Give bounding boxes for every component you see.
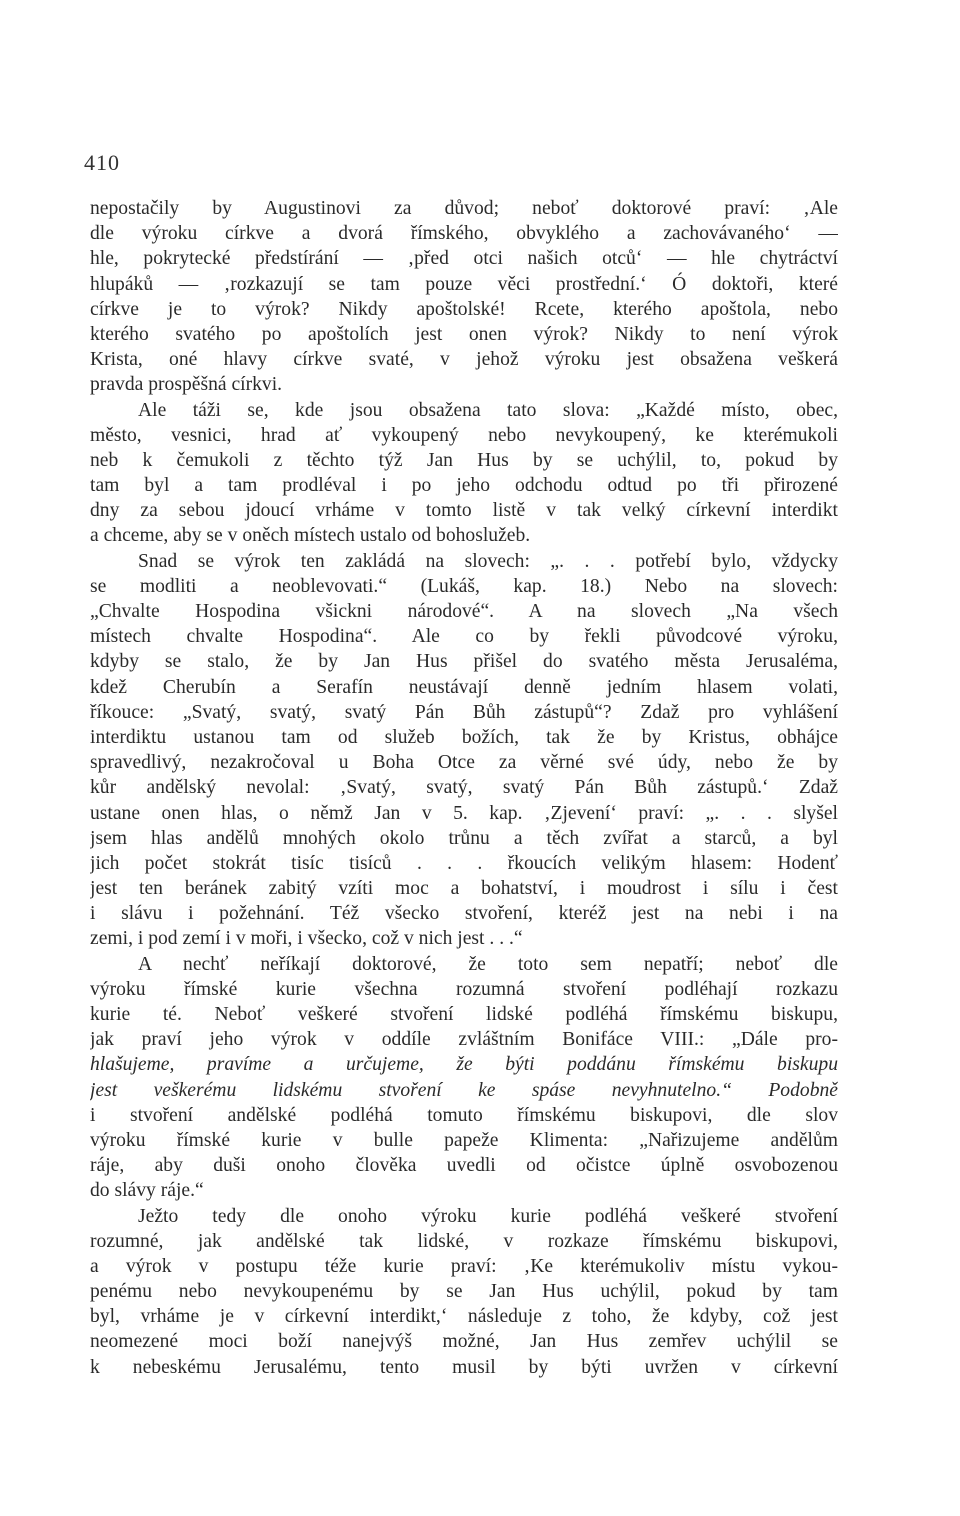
text-line: k nebeskému Jerusalému, tento musil by býti uvržen v církevní bbox=[90, 1356, 838, 1378]
text-line: neomezené moci boží nanejvýš možné, Jan Hus zemřev uchýlil se bbox=[90, 1331, 838, 1353]
text-line: jsem hlas andělů mnohých okolo trůnu a těch zvířat a starců, a byl bbox=[90, 827, 838, 849]
text-line: pravda prospěšná církvi. bbox=[90, 374, 283, 396]
text-line: Krista, oné hlavy církve svaté, v jehož výroku jest obsažena veškerá bbox=[90, 349, 838, 371]
text-line: a výrok v postupu téže kurie praví: ‚Ke kterémukoliv místu vykou- bbox=[90, 1255, 838, 1277]
text-line: jich počet stokrát tisíc tisíců . . . řkoucích velikým hlasem: Hodenť bbox=[90, 852, 838, 874]
text-line: Ale táži se, kde jsou obsažena tato slova: „Každé místo, obec, bbox=[138, 399, 838, 421]
text-line: kterého svatého po apoštolích jest onen výrok? Nikdy to není výrok bbox=[90, 323, 838, 345]
text-line: zemi, i pod zemí i v moři, i všecko, což v nich jest . . .“ bbox=[90, 928, 523, 950]
text-line: dle výroku církve a dvorá římského, obvyklého a zachovávaného‘ — bbox=[90, 223, 838, 245]
text-line: jak praví jeho výrok v oddíle zvláštním Bonifáce VIII.: „Dále pro- bbox=[90, 1029, 838, 1051]
text-line: „Chvalte Hospodina všickni národové“. A na slovech „Na všech bbox=[90, 601, 838, 622]
text-line: Snad se výrok ten zakládá na slovech: „. . . potřebí bylo, vždycky bbox=[138, 550, 838, 572]
text-line: jest ten beránek zabitý vzíti moc a bohatství, i moudrost i sílu i čest bbox=[90, 878, 838, 900]
text-line: místech chvalte Hospodina“. Ale co by řekli původcové výroku, bbox=[90, 626, 838, 648]
body-text bbox=[90, 196, 838, 1380]
text-line: hle, pokrytecké předstírání — ‚před otci našich otců‘ — hle chytráctví bbox=[90, 248, 838, 270]
text-line: říkouce: „Svatý, svatý, svatý Pán Bůh zástupů“? Zdaž pro vyhlášení bbox=[90, 701, 838, 723]
text-line: jest veškerému lidskému stvoření ke spáse nevyhnutelno.“ Podobně bbox=[90, 1079, 838, 1101]
text-line: ráje, aby duši onoho člověka uvedli od očistce úplně osvobozenou bbox=[90, 1155, 838, 1177]
text-line: penému nebo nevykoupenému by se Jan Hus uchýlil, pokud by tam bbox=[90, 1281, 838, 1303]
text-line: nepostačily by Augustinovi za důvod; neboť doktorové praví: ‚Ale bbox=[90, 198, 838, 219]
text-line: církve je to výrok? Nikdy apoštolské! Rcete, kterého apoštola, nebo bbox=[90, 298, 838, 320]
page-number: 410 bbox=[84, 150, 120, 175]
text-line: tam byl a tam prodléval i po jeho odchodu odtud po tři přirozené bbox=[90, 475, 838, 497]
text-line: interdiktu ustanou tam od služeb božích, tak že by Kristus, obhájce bbox=[90, 726, 838, 748]
text-line: i slávu i požehnání. Též všecko stvoření, kteréž jest na nebi i na bbox=[90, 903, 838, 925]
text-line: neb k čemukoli z těchto týž Jan Hus by se uchýlil, to, pokud by bbox=[90, 449, 838, 471]
text-line: se modliti a neoblevovati.“ (Lukáš, kap. 18.) Nebo na slovech: bbox=[90, 575, 838, 597]
text-line: spravedlivý, nezakročoval u Boha Otce za věrné své údy, nebo že by bbox=[90, 752, 838, 774]
text-line: kůr andělský nevolal: ‚Svatý, svatý, svatý Pán Bůh zástupů.‘ Zdaž bbox=[90, 777, 838, 799]
text-line: hlašujeme, pravíme a určujeme, že býti poddánu římskému biskupu bbox=[90, 1054, 838, 1076]
text-line: město, vesnici, hrad ať vykoupený nebo nevykoupený, ke kterémukoli bbox=[90, 424, 838, 446]
text-line: i stvoření andělské podléhá tomuto římskému biskupovi, dle slov bbox=[90, 1104, 838, 1126]
text-line: ustane onen hlas, o němž Jan v 5. kap. ‚Zjevení‘ praví: „. . . slyšel bbox=[90, 802, 838, 824]
text-line: kdyby se stalo, že by Jan Hus přišel do svatého města Jerusaléma, bbox=[90, 651, 838, 673]
text-line: dny za sebou jdoucí vrháme v tomto listě v tak velký církevní interdikt bbox=[90, 500, 838, 522]
text-line: A nechť neříkají doktorové, že toto sem nepatří; neboť dle bbox=[138, 953, 838, 975]
text-line: rozumné, jak andělské tak lidské, v rozkaze římskému biskupovi, bbox=[90, 1230, 838, 1252]
text-line: byl, vrháme je v církevní interdikt,‘ následuje z toho, že kdyby, což jest bbox=[90, 1306, 838, 1328]
text-line: hlupáků — ‚rozkazují se tam pouze věci prostřední.‘ Ó doktoři, které bbox=[90, 273, 838, 295]
text-line: a chceme, aby se v oněch místech ustalo od bohoslužeb. bbox=[90, 525, 531, 547]
text-line: do slávy ráje.“ bbox=[90, 1180, 204, 1202]
text-line: výroku římské kurie všechna rozumná stvoření podléhají rozkazu bbox=[90, 978, 838, 1000]
text-line: kurie té. Neboť veškeré stvoření lidské podléhá římskému biskupu, bbox=[90, 1004, 838, 1025]
text-line: kdež Cherubín a Serafín neustávají denně jedním hlasem volati, bbox=[90, 676, 838, 698]
text-line: výroku římské kurie v bulle papeže Klimenta: „Nařizujeme andělům bbox=[90, 1129, 838, 1151]
text-line: Ježto tedy dle onoho výroku kurie podléhá veškeré stvoření bbox=[138, 1205, 838, 1227]
